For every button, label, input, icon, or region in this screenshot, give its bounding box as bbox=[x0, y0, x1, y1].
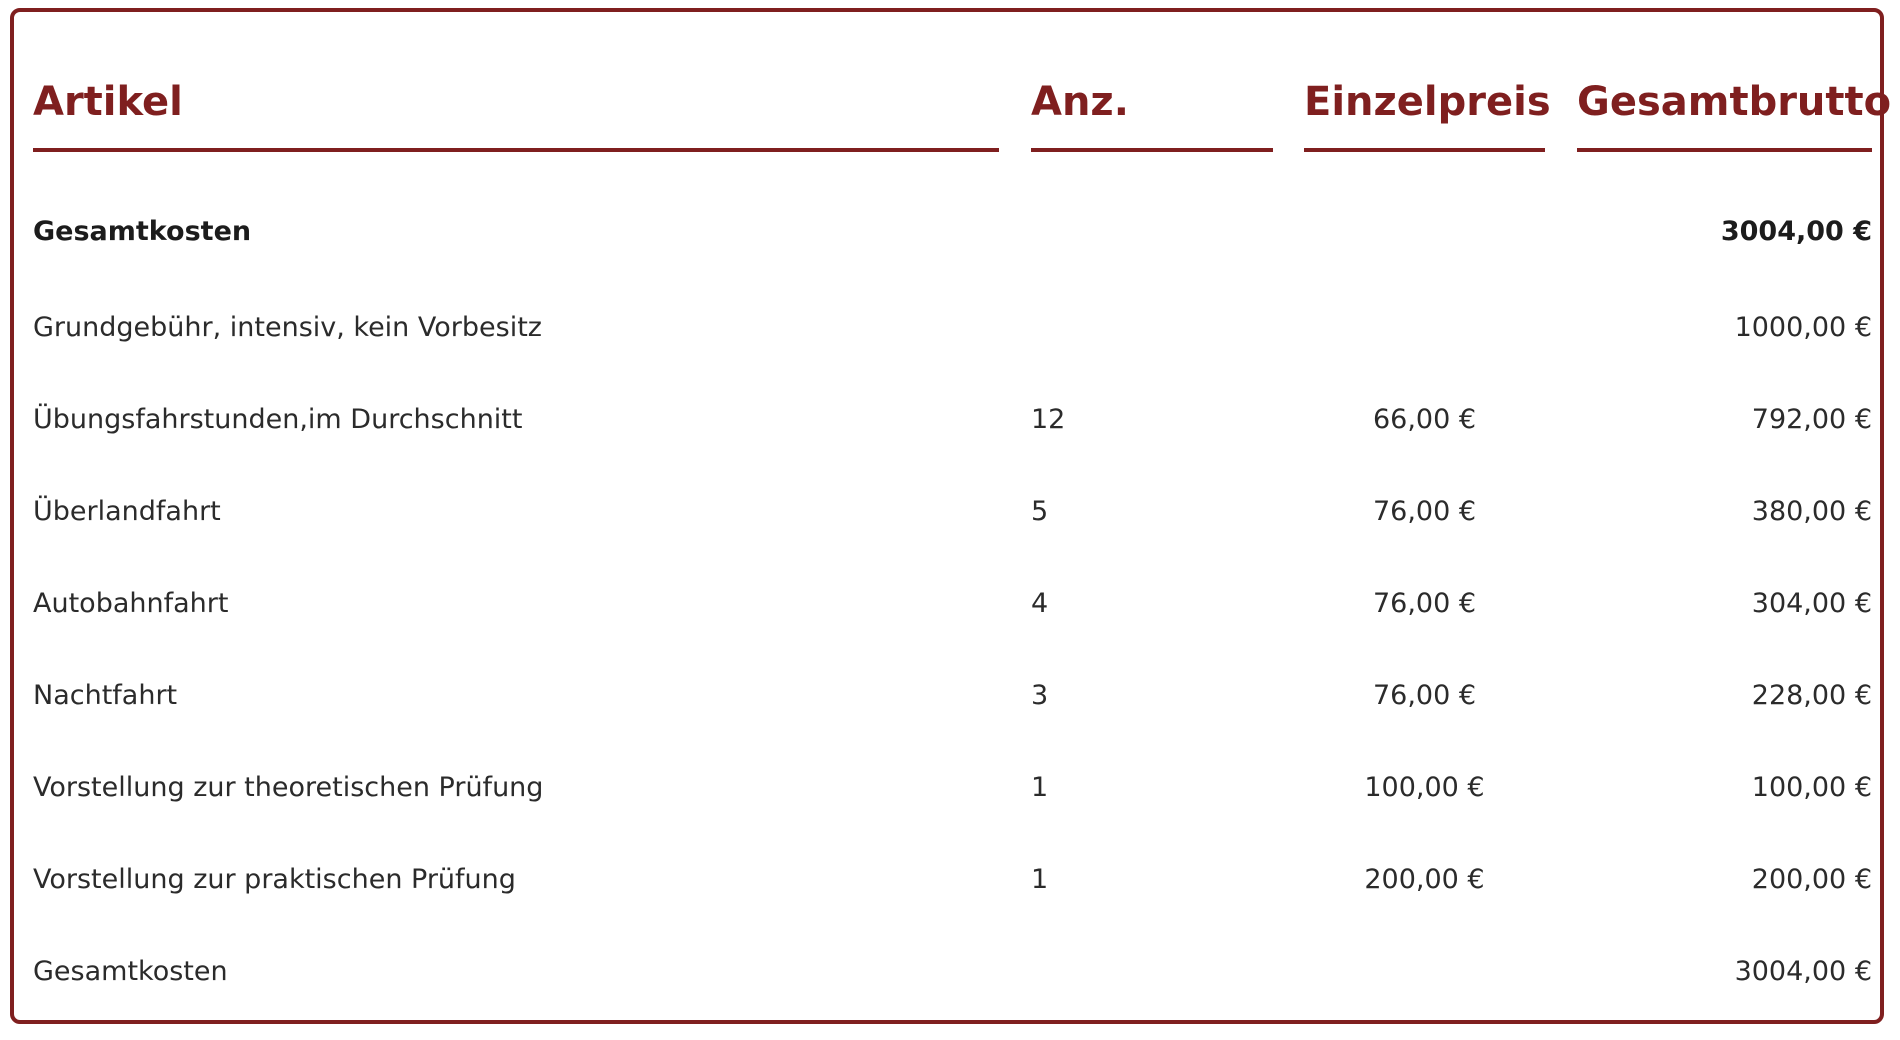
row-gesamt: 304,00 € bbox=[1751, 588, 1872, 619]
row-artikel: Autobahnfahrt bbox=[33, 588, 229, 619]
row-artikel: Vorstellung zur praktischen Prüfung bbox=[33, 864, 516, 895]
table-row bbox=[0, 482, 1900, 542]
header-anzahl: Anz. bbox=[1031, 72, 1273, 152]
row-anzahl: 5 bbox=[1031, 496, 1049, 527]
row-anzahl: 1 bbox=[1031, 864, 1049, 895]
table-row bbox=[0, 574, 1900, 634]
row-gesamt: 228,00 € bbox=[1751, 680, 1872, 711]
row-artikel: Grundgebühr, intensiv, kein Vorbesitz bbox=[33, 312, 542, 343]
summary-label: Gesamtkosten bbox=[33, 216, 252, 247]
row-gesamt: 380,00 € bbox=[1751, 496, 1872, 527]
table-row bbox=[0, 298, 1900, 358]
header-einzelpreis: Einzelpreis bbox=[1304, 72, 1545, 152]
row-einzelpreis: 76,00 € bbox=[1372, 680, 1477, 711]
header-artikel: Artikel bbox=[33, 72, 999, 152]
row-gesamt: 200,00 € bbox=[1751, 864, 1872, 895]
row-gesamt: 792,00 € bbox=[1751, 404, 1872, 435]
row-einzelpreis: 200,00 € bbox=[1364, 864, 1485, 895]
row-gesamt: 1000,00 € bbox=[1734, 312, 1872, 343]
row-einzelpreis bbox=[1304, 298, 1545, 358]
row-artikel: Überlandfahrt bbox=[33, 496, 221, 527]
footer-total: 3004,00 € bbox=[1734, 956, 1872, 987]
summary-total: 3004,00 € bbox=[1720, 216, 1872, 247]
row-anzahl bbox=[1031, 298, 1273, 358]
row-artikel: Nachtfahrt bbox=[33, 680, 178, 711]
row-einzelpreis: 76,00 € bbox=[1372, 496, 1477, 527]
row-anzahl: 3 bbox=[1031, 680, 1049, 711]
row-einzelpreis: 66,00 € bbox=[1372, 404, 1477, 435]
row-artikel: Übungsfahrstunden,im Durchschnitt bbox=[33, 404, 523, 435]
footer-label: Gesamtkosten bbox=[33, 956, 228, 987]
row-anzahl: 12 bbox=[1031, 404, 1066, 435]
row-anzahl: 1 bbox=[1031, 772, 1049, 803]
table-row bbox=[0, 758, 1900, 818]
footer-total-row bbox=[0, 942, 1900, 1002]
row-anzahl: 4 bbox=[1031, 588, 1049, 619]
row-artikel: Vorstellung zur theoretischen Prüfung bbox=[33, 772, 544, 803]
header-gesamtbrutto: Gesamtbrutto bbox=[1577, 72, 1872, 152]
table-row bbox=[0, 850, 1900, 910]
table-row bbox=[0, 390, 1900, 450]
table-row bbox=[0, 666, 1900, 726]
summary-row bbox=[0, 202, 1900, 262]
row-einzelpreis: 100,00 € bbox=[1364, 772, 1485, 803]
row-gesamt: 100,00 € bbox=[1751, 772, 1872, 803]
row-einzelpreis: 76,00 € bbox=[1372, 588, 1477, 619]
